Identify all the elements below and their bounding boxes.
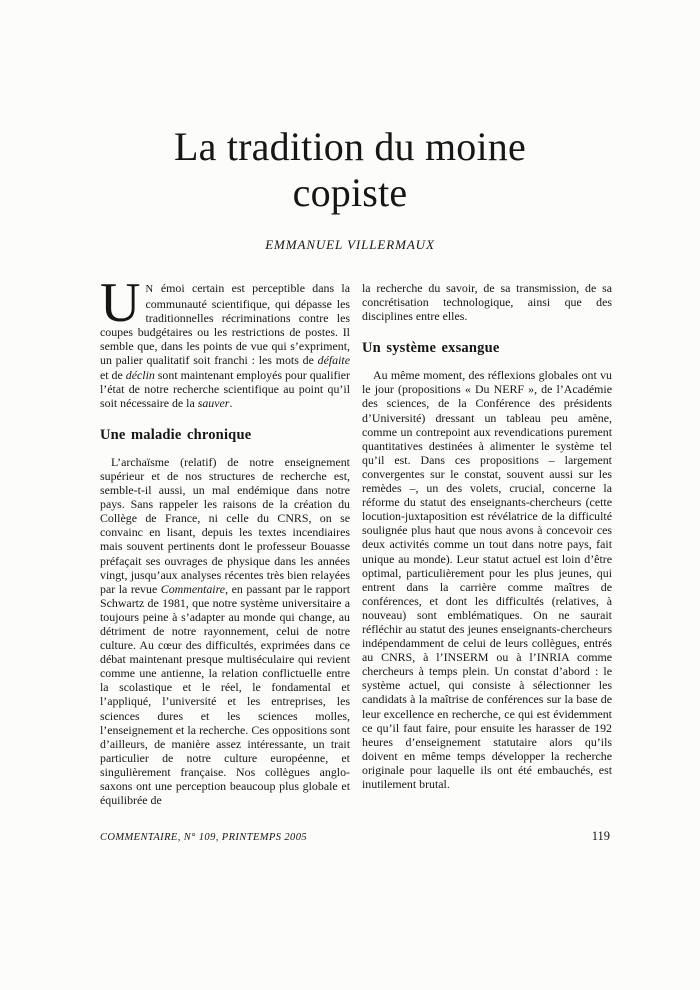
section-heading-systeme-exsangue: Un système exsangue xyxy=(362,340,500,357)
page-number: 119 xyxy=(591,829,610,843)
article-author: EMMANUEL VILLERMAUX xyxy=(265,237,435,252)
continuation-paragraph xyxy=(362,281,612,323)
text-segment: sont maintenant employés pour qualifier l’état de notre recherche scientifique au point qu’il soit nécessaire de la xyxy=(100,367,351,410)
text-segment: défaite xyxy=(317,353,350,368)
section-heading-maladie-chronique: Une maladie chronique xyxy=(100,426,252,443)
text-segment: la recherche du savoir, de sa transmission, de sa concrétisation technologique, ainsi que des disciplines entre elles. xyxy=(362,281,612,324)
paragraph-systeme-exsangue xyxy=(362,368,612,791)
paragraph-maladie-chronique xyxy=(100,455,350,807)
lead-in-letter: N xyxy=(145,284,154,295)
text-segment: déclin xyxy=(125,367,155,382)
left-column xyxy=(100,272,351,808)
right-column xyxy=(362,281,612,791)
drop-cap: U xyxy=(100,272,141,334)
text-segment: et de xyxy=(100,367,126,382)
text-segment: L’archaïsme (relatif) de notre enseignement supérieur et de nos structures de recherche est, semble-t-il aussi, un mal endémique dans notre pays. Sans rappeler les raisons de la création du Collège de France, ni celle du CNRS, on se convainc en lisant, depuis les textes incendiaires mais souvent pertinents dont le professeur Bouasse préfaçait ses ouvrages de physique dans les années vingt, jusqu’aux analyses récentes très bien relayées par la revue xyxy=(100,454,350,596)
article-title: La tradition du moine copiste xyxy=(174,124,526,215)
text-segment: , en passant par le rapport Schwartz de 1981, que notre système universitaire a toujours peine à s’adapter au monde qui change, au détriment de notre rayonnement, celui de notre culture. Au cœur des difficultés, exprimées dans ce débat maintenant presque multiséculaire qui revient comme une antienne, la relation conflictuelle entre la scolastique et le réel, le fondamental et l’appliqué, l’université et les entreprises, les sciences dures et les sciences molles, l’enseignement et la recherche. Ces oppositions sont d’ailleurs, de manière assez intéressante, un trait particulier de notre culture européenne, et singulièrement française. Nos collègues anglo-saxons ont une perception beaucoup plus globale et équilibrée de xyxy=(100,581,350,808)
text-segment: émoi certain est perceptible dans la communauté scientifique, qui dépasse les traditionnelles récriminations contre les coupes budgétaires ou les restrictions de postes. Il semble que, dans les points de vue qui s’expriment, un palier qualitatif soit franchi : les mots de xyxy=(100,281,350,368)
text-segment: Commentaire xyxy=(160,581,226,596)
opening-paragraph xyxy=(100,272,351,410)
text-segment: . xyxy=(229,395,233,410)
text-segment: Au même moment, des réflexions globales ont vu le jour (propositions « Du NERF », de l’Académie des sciences, de la Conférence des présidents d’Université) dressant un tableau peu amène, comme un contrepoint aux revendications purement quantitatives destinées à alimenter le système tel qu’il est. Dans ces propositions – largement convergentes sur le constat, souvent aussi sur les remèdes –, un des volets, crucial, concerne la réforme du statut des enseignants-chercheurs (cette locution-juxtaposition est révélatrice de la difficulté soulignée plus haut que nous avons à concevoir ces deux activités comme un tout dans notre pays, fait unique au monde). Leur statut actuel est loin d’être optimal, particulièrement pour les plus jeunes, qui entrent dans la carrière comme maîtres de conférences, et dont les difficultés (relatives, à nouveau) sont emblématiques. On ne saurait réfléchir au statut des jeunes enseignants-chercheurs indépendamment de celui de leurs collègues, entrés au CNRS, à l’INSERM ou à l’INRIA comme chercheurs à temps plein. Un constat d’abord : le système actuel, qui consiste à sélectionner les candidats à la maîtrise de conférences sur la base de leur excellence en recherche, ce qui est évidemment ce qu’il faut faire, pour ensuite les harasser de 192 heures d’enseignement statutaire alors qu’ils doivent en même temps développer la recherche originale pour laquelle ils ont été embauchés, est inutilement brutal. xyxy=(362,368,612,791)
text-segment: sauver xyxy=(197,395,230,410)
journal-issue-line: COMMENTAIRE, N° 109, PRINTEMPS 2005 xyxy=(100,832,307,843)
page-footer xyxy=(100,829,610,844)
